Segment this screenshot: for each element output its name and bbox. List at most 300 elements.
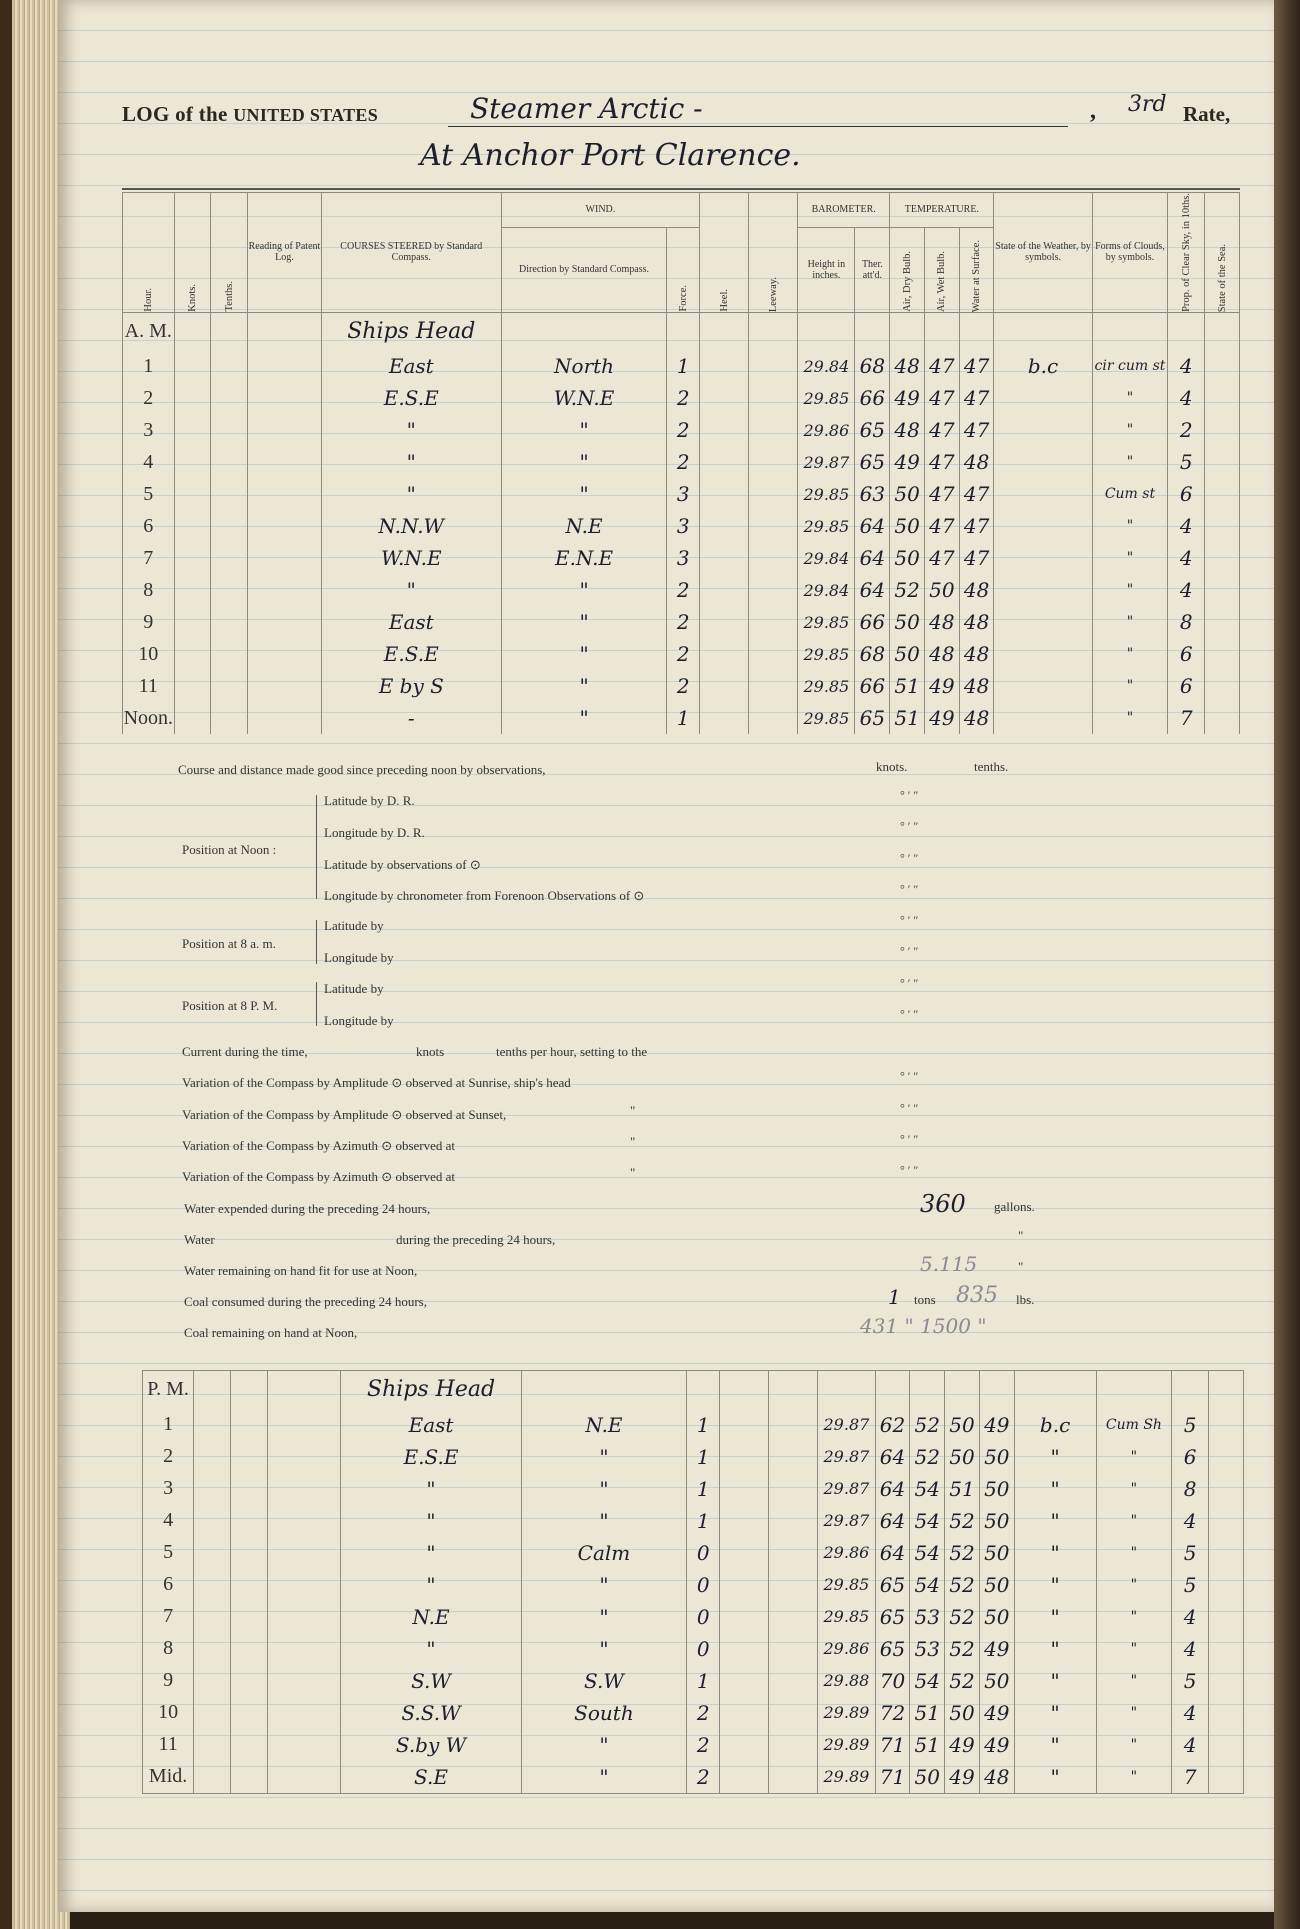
hour-cell: 1 — [143, 1409, 194, 1441]
clear-sky-cell: 5 — [1172, 1569, 1209, 1601]
sea-state-cell — [1205, 670, 1240, 702]
variation-4-ditto: " — [630, 1165, 636, 1180]
air-dry-bulb-cell: 54 — [910, 1569, 945, 1601]
leeway-cell — [769, 1473, 818, 1505]
barometer-height-cell: 29.86 — [798, 414, 855, 446]
col-weather: State of the Weather, by symbols. — [994, 193, 1092, 313]
hour-cell: 10 — [123, 638, 175, 670]
leeway-cell — [749, 638, 798, 670]
am-log-row — [123, 542, 1240, 574]
clouds-cell: " — [1096, 1441, 1172, 1473]
air-wet-bulb-cell: 50 — [945, 1409, 980, 1441]
hour-cell: 10 — [143, 1697, 194, 1729]
wind-direction-cell: " — [501, 670, 667, 702]
heel-cell — [720, 1697, 769, 1729]
air-wet-bulb-cell: 47 — [924, 350, 959, 382]
air-wet-bulb-cell: 47 — [924, 542, 959, 574]
weather-cell — [994, 542, 1092, 574]
clouds-cell: " — [1092, 446, 1168, 478]
hour-cell: Mid. — [143, 1761, 194, 1794]
hour-cell: 7 — [143, 1601, 194, 1633]
barometer-height-cell: 29.86 — [818, 1537, 875, 1569]
barometer-height-cell: 29.84 — [798, 542, 855, 574]
leeway-cell — [769, 1569, 818, 1601]
wind-direction-cell: N.E — [521, 1409, 687, 1441]
leeway-cell — [749, 478, 798, 510]
heel-cell — [720, 1601, 769, 1633]
wind-force-cell: 0 — [687, 1633, 720, 1665]
clouds-cell: " — [1092, 542, 1168, 574]
knots-cell — [174, 478, 211, 510]
course-cell: S.E — [341, 1761, 521, 1794]
hour-cell: 3 — [123, 414, 175, 446]
patent-log-cell — [267, 1729, 341, 1761]
knots-cell — [174, 702, 211, 734]
air-dry-bulb-cell: 51 — [890, 702, 925, 734]
thermometer-attached-cell: 64 — [855, 542, 890, 574]
clear-sky-cell: 5 — [1172, 1537, 1209, 1569]
leeway-cell — [769, 1665, 818, 1697]
air-dry-bulb-cell: 53 — [910, 1601, 945, 1633]
knots-cell — [174, 382, 211, 414]
patent-log-cell — [267, 1601, 341, 1633]
wind-force-cell: 1 — [667, 702, 700, 734]
clouds-cell: " — [1096, 1633, 1172, 1665]
clear-sky-cell: 7 — [1172, 1761, 1209, 1794]
col-temperature: TEMPERATURE. — [890, 193, 994, 228]
col-hour: Hour. — [123, 193, 175, 313]
thermometer-attached-cell: 70 — [875, 1665, 910, 1697]
weather-cell — [994, 478, 1092, 510]
clear-sky-cell: 8 — [1168, 606, 1205, 638]
water-surface-cell: 50 — [979, 1505, 1014, 1537]
heel-cell — [700, 702, 749, 734]
water-surface-cell: 47 — [959, 414, 994, 446]
wind-force-cell: 0 — [687, 1601, 720, 1633]
sea-state-cell — [1209, 1409, 1244, 1441]
coal-remaining-value: 431 " 1500 " — [860, 1314, 987, 1338]
barometer-height-cell: 29.84 — [798, 350, 855, 382]
tenths-cell — [211, 670, 248, 702]
col-force: Force. — [667, 227, 700, 312]
gallons-label: gallons. — [994, 1199, 1035, 1214]
wind-direction-cell: North — [501, 350, 667, 382]
patent-log-cell — [267, 1665, 341, 1697]
wind-force-cell: 1 — [667, 350, 700, 382]
weather-cell: " — [1014, 1441, 1096, 1473]
leeway-cell — [749, 542, 798, 574]
tenths-cell — [211, 382, 248, 414]
knots-label: knots. — [876, 759, 908, 774]
patent-log-cell — [267, 1569, 341, 1601]
patent-log-cell — [267, 1633, 341, 1665]
patent-log-cell — [248, 478, 322, 510]
leeway-cell — [769, 1697, 818, 1729]
course-cell: East — [341, 1409, 521, 1441]
knots-cell — [174, 446, 211, 478]
water-remaining-value: 5.115 — [920, 1252, 978, 1276]
position-8pm-brace — [316, 982, 317, 1026]
air-wet-bulb-cell: 47 — [924, 446, 959, 478]
course-cell: E.S.E — [321, 638, 501, 670]
wind-direction-cell: W.N.E — [501, 382, 667, 414]
tenths-cell — [230, 1441, 267, 1473]
thermometer-attached-cell: 64 — [855, 574, 890, 606]
heel-cell — [700, 510, 749, 542]
wind-direction-cell: " — [521, 1729, 687, 1761]
thermometer-attached-cell: 66 — [855, 382, 890, 414]
hour-cell: 1 — [123, 350, 175, 382]
weather-cell: " — [1014, 1665, 1096, 1697]
hour-cell: 4 — [123, 446, 175, 478]
water-label: Water — [184, 1232, 215, 1247]
water-surface-cell: 49 — [979, 1633, 1014, 1665]
knots-cell — [194, 1601, 231, 1633]
air-dry-bulb-cell: 51 — [910, 1729, 945, 1761]
pm-log-row — [143, 1697, 1244, 1729]
water-surface-cell: 47 — [959, 350, 994, 382]
current-knots-label: knots — [416, 1044, 445, 1059]
hour-cell: 3 — [143, 1473, 194, 1505]
sea-state-cell — [1209, 1697, 1244, 1729]
air-dry-bulb-cell: 54 — [910, 1473, 945, 1505]
pm-log-row — [143, 1441, 1244, 1473]
wind-direction-cell: Calm — [521, 1537, 687, 1569]
barometer-height-cell: 29.85 — [798, 510, 855, 542]
air-dry-bulb-cell: 50 — [890, 478, 925, 510]
heel-cell — [700, 382, 749, 414]
water-surface-cell: 48 — [959, 702, 994, 734]
thermometer-attached-cell: 65 — [855, 702, 890, 734]
wind-direction-cell: " — [501, 638, 667, 670]
thermometer-attached-cell: 68 — [855, 638, 890, 670]
rate-label: Rate, — [1183, 102, 1231, 126]
sea-state-cell — [1205, 414, 1240, 446]
clouds-cell: cir cum st — [1092, 350, 1168, 382]
rate-number: 3rd — [1128, 92, 1167, 117]
air-dry-bulb-cell: 54 — [910, 1537, 945, 1569]
leeway-cell — [769, 1441, 818, 1473]
hour-cell: 6 — [143, 1569, 194, 1601]
knots-cell — [194, 1505, 231, 1537]
title-underline — [448, 126, 1068, 127]
clear-sky-cell: 4 — [1172, 1633, 1209, 1665]
tenths-cell — [230, 1633, 267, 1665]
hour-cell: 2 — [123, 382, 175, 414]
col-wind-direction: Direction by Standard Compass. — [501, 227, 667, 312]
hour-cell: 7 — [123, 542, 175, 574]
air-dry-bulb-cell: 52 — [910, 1441, 945, 1473]
am-log-table — [122, 192, 1240, 734]
current-tenths-label: tenths per hour, setting to the — [496, 1044, 648, 1059]
patent-log-cell — [248, 574, 322, 606]
am-log-row — [123, 478, 1240, 510]
wind-direction-cell: " — [501, 478, 667, 510]
water-surface-cell: 48 — [959, 670, 994, 702]
air-dry-bulb-cell: 53 — [910, 1633, 945, 1665]
patent-log-cell — [267, 1505, 341, 1537]
hour-cell: 11 — [143, 1729, 194, 1761]
col-air-wet: Air, Wet Bulb. — [924, 227, 959, 312]
water-surface-cell: 47 — [959, 542, 994, 574]
col-patent-log: Reading of Patent Log. — [248, 193, 322, 313]
lat-dr-label: Latitude by D. R. — [324, 793, 415, 808]
clear-sky-cell: 4 — [1168, 574, 1205, 606]
barometer-height-cell: 29.85 — [798, 606, 855, 638]
hour-cell: 2 — [143, 1441, 194, 1473]
air-dry-bulb-cell: 49 — [890, 382, 925, 414]
sea-state-cell — [1209, 1441, 1244, 1473]
sea-state-cell — [1205, 606, 1240, 638]
wind-force-cell: 2 — [667, 382, 700, 414]
lon-8am-label: Longitude by — [324, 950, 394, 965]
course-cell: S.by W — [341, 1729, 521, 1761]
wind-force-cell: 2 — [667, 414, 700, 446]
sea-state-cell — [1209, 1569, 1244, 1601]
clouds-cell: " — [1096, 1665, 1172, 1697]
course-cell: " — [321, 446, 501, 478]
dms-marks: ° ′ ″ — [900, 1007, 919, 1021]
course-cell: E.S.E — [341, 1441, 521, 1473]
knots-cell — [194, 1537, 231, 1569]
barometer-height-cell: 29.85 — [818, 1569, 875, 1601]
variation-2-label: Variation of the Compass by Amplitude ⊙ observed at Sunset, — [182, 1107, 507, 1122]
air-dry-bulb-cell: 51 — [890, 670, 925, 702]
sea-state-cell — [1205, 446, 1240, 478]
course-cell: " — [321, 574, 501, 606]
sea-state-cell — [1209, 1601, 1244, 1633]
water-remaining-label: Water remaining on hand fit for use at Noon, — [184, 1263, 418, 1278]
clouds-cell: " — [1096, 1761, 1172, 1794]
tenths-cell — [211, 638, 248, 670]
air-dry-bulb-cell: 51 — [910, 1697, 945, 1729]
water-during-ditto: " — [1018, 1228, 1024, 1243]
air-dry-bulb-cell: 52 — [890, 574, 925, 606]
weather-cell: " — [1014, 1761, 1096, 1794]
wind-direction-cell: E.N.E — [501, 542, 667, 574]
air-dry-bulb-cell: 48 — [890, 350, 925, 382]
thermometer-attached-cell: 64 — [855, 510, 890, 542]
clouds-cell: " — [1092, 670, 1168, 702]
weather-cell: " — [1014, 1569, 1096, 1601]
patent-log-cell — [267, 1441, 341, 1473]
am-log-row — [123, 574, 1240, 606]
col-tenths: Tenths. — [211, 193, 248, 313]
air-wet-bulb-cell: 49 — [924, 670, 959, 702]
knots-cell — [194, 1473, 231, 1505]
air-wet-bulb-cell: 47 — [924, 510, 959, 542]
wind-force-cell: 2 — [667, 446, 700, 478]
course-cell: E by S — [321, 670, 501, 702]
course-cell: East — [321, 606, 501, 638]
leeway-cell — [769, 1601, 818, 1633]
dms-marks: ° ′ ″ — [900, 944, 919, 958]
patent-log-cell — [267, 1409, 341, 1441]
thermometer-attached-cell: 64 — [875, 1537, 910, 1569]
air-dry-bulb-cell: 54 — [910, 1665, 945, 1697]
heel-cell — [720, 1537, 769, 1569]
wind-direction-cell: " — [501, 574, 667, 606]
clear-sky-cell: 5 — [1172, 1409, 1209, 1441]
heel-cell — [700, 542, 749, 574]
wind-force-cell: 1 — [687, 1473, 720, 1505]
hour-cell: Noon. — [123, 702, 175, 734]
patent-log-cell — [248, 382, 322, 414]
thermometer-attached-cell: 62 — [875, 1409, 910, 1441]
water-surface-cell: 49 — [979, 1697, 1014, 1729]
air-wet-bulb-cell: 49 — [924, 702, 959, 734]
course-cell: N.N.W — [321, 510, 501, 542]
air-wet-bulb-cell: 52 — [945, 1537, 980, 1569]
clouds-cell: " — [1096, 1729, 1172, 1761]
clear-sky-cell: 4 — [1172, 1697, 1209, 1729]
patent-log-cell — [248, 446, 322, 478]
barometer-height-cell: 29.87 — [818, 1409, 875, 1441]
air-wet-bulb-cell: 51 — [945, 1473, 980, 1505]
clouds-cell: " — [1092, 606, 1168, 638]
wind-direction-cell: S.W — [521, 1665, 687, 1697]
tenths-cell — [230, 1729, 267, 1761]
wind-force-cell: 1 — [687, 1409, 720, 1441]
water-surface-cell: 48 — [979, 1761, 1014, 1794]
tenths-cell — [211, 510, 248, 542]
clear-sky-cell: 4 — [1168, 382, 1205, 414]
wind-force-cell: 2 — [687, 1697, 720, 1729]
table-top-rule — [122, 188, 1240, 190]
sea-state-cell — [1205, 350, 1240, 382]
hour-cell: 5 — [143, 1537, 194, 1569]
dms-marks: ° ′ ″ — [900, 1069, 919, 1083]
vessel-name: Steamer Arctic - — [470, 92, 703, 125]
barometer-height-cell: 29.89 — [818, 1729, 875, 1761]
leeway-cell — [749, 414, 798, 446]
wind-direction-cell: N.E — [501, 510, 667, 542]
rate-comma: , — [1090, 98, 1096, 124]
air-dry-bulb-cell: 50 — [890, 638, 925, 670]
current-label: Current during the time, — [182, 1044, 308, 1059]
heel-cell — [700, 670, 749, 702]
patent-log-cell — [267, 1537, 341, 1569]
course-cell: W.N.E — [321, 542, 501, 574]
air-wet-bulb-cell: 49 — [945, 1729, 980, 1761]
air-wet-bulb-cell: 50 — [945, 1441, 980, 1473]
barometer-height-cell: 29.87 — [818, 1473, 875, 1505]
thermometer-attached-cell: 65 — [875, 1633, 910, 1665]
air-wet-bulb-cell: 52 — [945, 1633, 980, 1665]
pm-label: P. M. — [143, 1371, 194, 1409]
water-surface-cell: 49 — [979, 1409, 1014, 1441]
thermometer-attached-cell: 64 — [875, 1473, 910, 1505]
position-noon-label: Position at Noon : — [182, 842, 277, 857]
col-barometer: BAROMETER. — [798, 193, 890, 228]
heel-cell — [700, 478, 749, 510]
air-dry-bulb-cell: 50 — [890, 510, 925, 542]
heel-cell — [700, 574, 749, 606]
leeway-cell — [749, 510, 798, 542]
lat-8am-label: Latitude by — [324, 918, 384, 933]
lat-8pm-label: Latitude by — [324, 981, 384, 996]
dms-marks: ° ′ ″ — [900, 976, 919, 990]
thermometer-attached-cell: 65 — [855, 414, 890, 446]
weather-cell — [994, 702, 1092, 734]
knots-cell — [194, 1409, 231, 1441]
water-surface-cell: 50 — [979, 1441, 1014, 1473]
wind-direction-cell: " — [521, 1633, 687, 1665]
air-wet-bulb-cell: 50 — [924, 574, 959, 606]
sea-state-cell — [1209, 1729, 1244, 1761]
dms-marks: ° ′ ″ — [900, 1132, 919, 1146]
location-note: At Anchor Port Clarence. — [420, 138, 801, 173]
leeway-cell — [749, 446, 798, 478]
barometer-height-cell: 29.87 — [818, 1505, 875, 1537]
heel-cell — [720, 1761, 769, 1794]
tenths-cell — [230, 1409, 267, 1441]
am-log-row — [123, 638, 1240, 670]
water-surface-cell: 50 — [979, 1601, 1014, 1633]
clear-sky-cell: 4 — [1172, 1729, 1209, 1761]
course-cell: E.S.E — [321, 382, 501, 414]
tenths-cell — [211, 350, 248, 382]
wind-direction-cell: South — [521, 1697, 687, 1729]
patent-log-cell — [267, 1697, 341, 1729]
am-log-row — [123, 414, 1240, 446]
lon-dr-label: Longitude by D. R. — [324, 825, 425, 840]
wind-force-cell: 0 — [687, 1537, 720, 1569]
course-cell: S.S.W — [341, 1697, 521, 1729]
weather-cell: " — [1014, 1473, 1096, 1505]
clear-sky-cell: 4 — [1168, 542, 1205, 574]
water-surface-cell: 48 — [959, 638, 994, 670]
am-label: A. M. — [123, 312, 175, 350]
air-wet-bulb-cell: 47 — [924, 382, 959, 414]
water-surface-cell: 50 — [979, 1665, 1014, 1697]
wind-direction-cell: " — [521, 1505, 687, 1537]
patent-log-cell — [267, 1761, 341, 1794]
weather-cell: b.c — [994, 350, 1092, 382]
weather-cell — [994, 414, 1092, 446]
patent-log-cell — [248, 350, 322, 382]
tenths-cell — [211, 574, 248, 606]
weather-cell: " — [1014, 1505, 1096, 1537]
tenths-cell — [230, 1601, 267, 1633]
water-surface-cell: 47 — [959, 382, 994, 414]
air-wet-bulb-cell: 52 — [945, 1601, 980, 1633]
leeway-cell — [769, 1537, 818, 1569]
sea-state-cell — [1209, 1665, 1244, 1697]
leeway-cell — [769, 1505, 818, 1537]
hour-cell: 8 — [123, 574, 175, 606]
sea-state-cell — [1209, 1633, 1244, 1665]
hour-cell: 6 — [123, 510, 175, 542]
clear-sky-cell: 5 — [1172, 1665, 1209, 1697]
tenths-cell — [230, 1505, 267, 1537]
leeway-cell — [749, 606, 798, 638]
clear-sky-cell: 4 — [1172, 1601, 1209, 1633]
hour-cell: 11 — [123, 670, 175, 702]
lat-obs-label: Latitude by observations of ⊙ — [324, 857, 481, 872]
patent-log-cell — [248, 542, 322, 574]
knots-cell — [194, 1569, 231, 1601]
am-log-row — [123, 510, 1240, 542]
weather-cell — [994, 446, 1092, 478]
heel-cell — [700, 414, 749, 446]
coal-lbs-value: 835 — [956, 1283, 998, 1308]
wind-direction-cell: " — [521, 1473, 687, 1505]
tenths-cell — [230, 1473, 267, 1505]
hour-cell: 9 — [143, 1665, 194, 1697]
thermometer-attached-cell: 64 — [875, 1505, 910, 1537]
heel-cell — [720, 1665, 769, 1697]
